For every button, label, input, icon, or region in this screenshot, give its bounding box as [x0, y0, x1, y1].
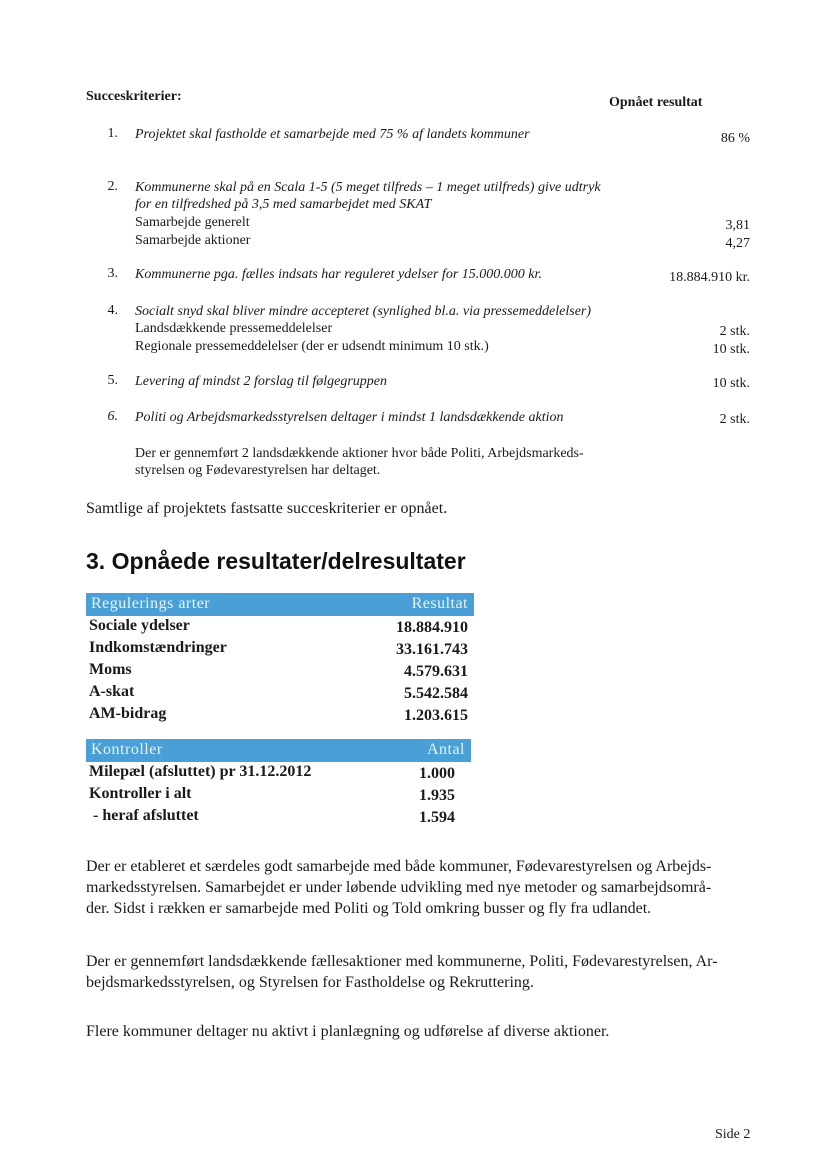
criterion-number: 4. — [107, 303, 118, 318]
row-value: 1.935 — [419, 787, 455, 804]
criterion-number: 3. — [107, 266, 118, 281]
paragraph-line: der. Sidst i rækken er samarbejde med Politi og Told omkring busser og fly fra udlandet. — [86, 900, 652, 917]
column-header: Antal — [426, 741, 465, 758]
table-header — [86, 739, 471, 762]
row-value: 33.161.743 — [396, 641, 468, 658]
table-row — [86, 682, 474, 704]
criterion-sub-label: Regionale pressemeddelelser (der er udsendt minimum 10 stk.) — [135, 339, 489, 354]
row-value: 1.203.615 — [404, 707, 468, 724]
table-header — [86, 593, 474, 616]
row-label: Sociale ydelser — [89, 617, 190, 634]
criterion-number: 1. — [107, 126, 118, 141]
criterion-title: Kommunerne pga. fælles indsats har reguleret ydelser for 15.000.000 kr. — [135, 267, 542, 282]
criterion-title: Socialt snyd skal bliver mindre accepteret (synlighed bl.a. via pressemeddelelser) — [135, 304, 592, 319]
criterion-sub-result: 2 stk. — [719, 324, 750, 339]
criterion-sub-label: Samarbejde generelt — [135, 215, 250, 230]
criterion-sub-label: Samarbejde aktioner — [135, 233, 251, 248]
table-row — [86, 806, 471, 828]
row-label: Milepæl (afsluttet) pr 31.12.2012 — [89, 763, 312, 780]
paragraph-line: bejdsmarkedsstyrelsen, og Styrelsen for Fastholdelse og Rekruttering. — [86, 974, 534, 991]
criterion-title: Politi og Arbejdsmarkedsstyrelsen deltager i mindst 1 landsdækkende aktion — [135, 410, 564, 425]
row-label: A-skat — [89, 683, 135, 700]
criterion-title: Projektet skal fastholde et samarbejde med 75 % af landets kommuner — [135, 127, 530, 142]
criterion-title-line2: for en tilfredshed på 3,5 med samarbejdet med SKAT — [135, 197, 432, 212]
criterion-sub-label: Landsdækkende pressemeddelelser — [135, 321, 333, 336]
criterion-result: 18.884.910 kr. — [669, 270, 750, 285]
criterion-note-line1: Der er gennemført 2 landsdækkende aktioner hvor både Politi, Arbejdsmarkeds- — [135, 446, 584, 461]
result-heading: Opnået resultat — [609, 95, 703, 110]
criterion-result: 2 stk. — [719, 412, 750, 427]
criteria-heading: Succeskriterier: — [86, 89, 182, 104]
table-row — [86, 616, 474, 638]
paragraph-line: Der er etableret et særdeles godt samarbejde med både kommuner, Fødevarestyrelsen og Arbejds- — [86, 858, 712, 875]
table-row — [86, 784, 471, 806]
column-header: Kontroller — [91, 741, 163, 758]
criterion-title-line1: Kommunerne skal på en Scala 1-5 (5 meget tilfreds – 1 meget utilfreds) give udtryk — [135, 180, 601, 195]
row-label: Indkomstændringer — [89, 639, 227, 656]
criterion-sub-result: 10 stk. — [712, 342, 750, 357]
row-label: Moms — [89, 661, 132, 678]
row-label: - heraf afsluttet — [89, 807, 199, 824]
summary-text: Samtlige af projektets fastsatte succeskriterier er opnået. — [86, 500, 448, 517]
controls-table — [86, 739, 471, 828]
column-header: Resultat — [411, 595, 468, 612]
table-row — [86, 638, 474, 660]
page-number: Side 2 — [715, 1127, 751, 1142]
table-row — [86, 660, 474, 682]
criterion-sub-result: 4,27 — [725, 236, 750, 251]
row-value: 5.542.584 — [404, 685, 468, 702]
row-value: 4.579.631 — [404, 663, 468, 680]
criterion-title: Levering af mindst 2 forslag til følgegruppen — [135, 374, 387, 389]
criterion-number: 6. — [107, 409, 118, 424]
column-header: Regulerings arter — [91, 595, 211, 612]
criterion-result: 10 stk. — [712, 376, 750, 391]
criterion-note-line2: styrelsen og Fødevarestyrelsen har deltaget. — [135, 463, 381, 478]
row-label: Kontroller i alt — [89, 785, 192, 802]
section-heading: 3. Opnåede resultater/delresultater — [86, 548, 466, 574]
row-value: 18.884.910 — [396, 619, 468, 636]
paragraph-line: markedsstyrelsen. Samarbejdet er under løbende udvikling med nye metoder og samarbejdsområ- — [86, 879, 712, 896]
table-row — [86, 762, 471, 784]
row-label: AM-bidrag — [89, 705, 167, 722]
regulation-table — [86, 593, 474, 726]
criterion-number: 5. — [107, 373, 118, 388]
row-value: 1.000 — [419, 765, 455, 782]
table-row — [86, 704, 474, 726]
paragraph-line: Flere kommuner deltager nu aktivt i planlægning og udførelse af diverse aktioner. — [86, 1023, 610, 1040]
criterion-result: 86 % — [720, 131, 750, 146]
paragraph-line: Der er gennemført landsdækkende fællesaktioner med kommunerne, Politi, Fødevarestyrelsen, Ar- — [86, 953, 718, 970]
row-value: 1.594 — [419, 809, 455, 826]
criterion-sub-result: 3,81 — [725, 218, 750, 233]
criterion-number: 2. — [107, 179, 118, 194]
